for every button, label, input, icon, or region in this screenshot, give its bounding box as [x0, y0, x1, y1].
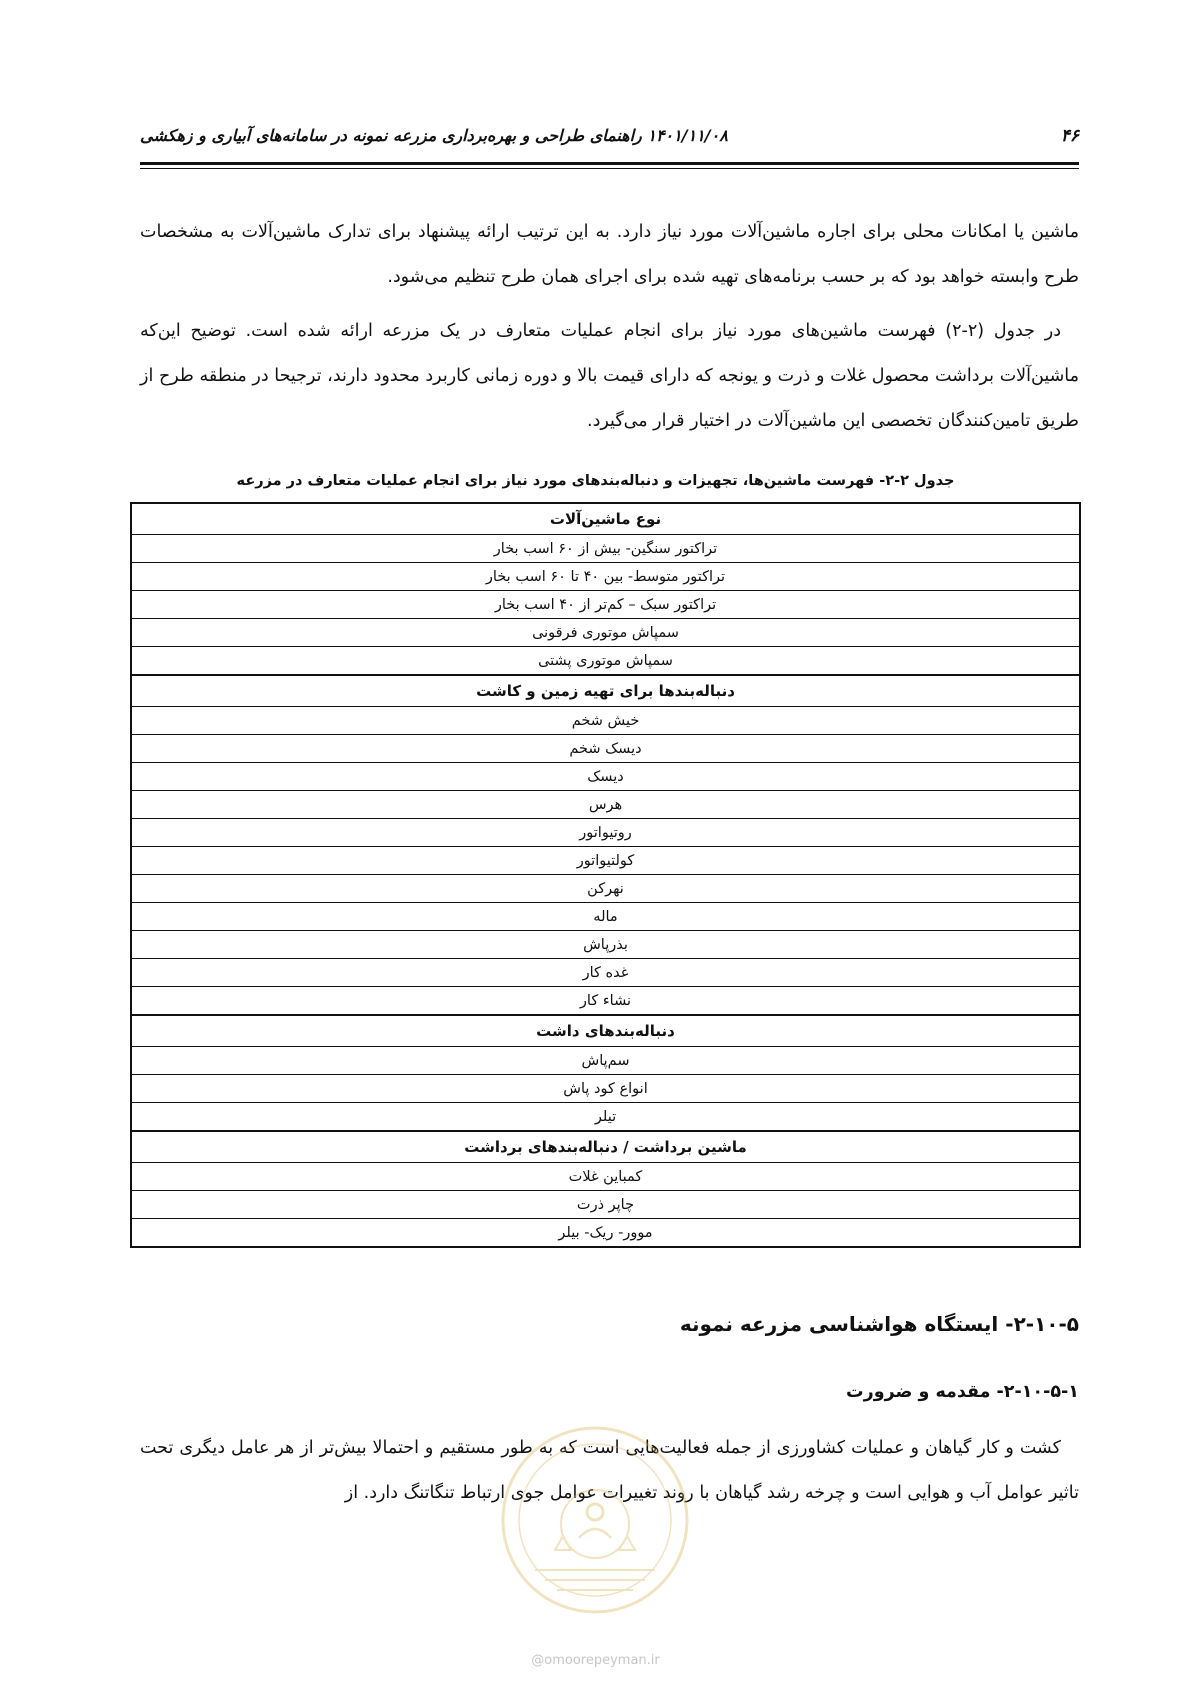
table-cell: بذرپاش [131, 931, 1080, 959]
table-cell: ماله [131, 903, 1080, 931]
paragraph-3: کشت و کار گیاهان و عملیات کشاورزی از جمله فعالیت‌هایی است که به طور مستقیم و احتمالا بیش‌تر از هر عامل دیگری تحت تاثیر عوامل آب و هوایی است و چرخه رشد گیاهان با روند تغییرات عوامل جوی ارتباط تنگاتنگ دارد. از [140, 1438, 1079, 1503]
table-category-heading: نوع ماشین‌آلات [131, 503, 1080, 535]
table-row [131, 563, 1080, 591]
header-rule-thin [140, 168, 1079, 169]
table-row [131, 707, 1080, 735]
table-cell: تیلر [131, 1103, 1080, 1132]
table-cell: سمپاش موتوری فرقونی [131, 619, 1080, 647]
table-cell: انواع کود پاش [131, 1075, 1080, 1103]
page-number: ۴۶ [1060, 126, 1079, 146]
table-row [131, 1103, 1080, 1132]
table-category-heading: دنباله‌بندهای داشت [131, 1015, 1080, 1047]
table-category-row [131, 675, 1080, 707]
table-cell: نهرکن [131, 875, 1080, 903]
table-row [131, 735, 1080, 763]
header-title: ۱۴۰۱/۱۱/۰۸ راهنمای طراحی و بهره‌برداری مزرعه نمونه در سامانه‌های آبیاری و زهکشی [140, 126, 728, 145]
table-cell: سمپاش موتوری پشتی [131, 647, 1080, 676]
table-cell: کمباین غلات [131, 1163, 1080, 1191]
table-row [131, 591, 1080, 619]
table-cell: چاپر ذرت [131, 1191, 1080, 1219]
table-cell: تراکتور متوسط- بین ۴۰ تا ۶۰ اسب بخار [131, 563, 1080, 591]
table-row [131, 763, 1080, 791]
table-row [131, 619, 1080, 647]
table-category-row [131, 1015, 1080, 1047]
table-row [131, 847, 1080, 875]
table-category-row [131, 1131, 1080, 1163]
machinery-table [130, 502, 1081, 1248]
table-row [131, 1075, 1080, 1103]
table-cell: غده کار [131, 959, 1080, 987]
table-cell: تراکتور سبک – کم‌تر از ۴۰ اسب بخار [131, 591, 1080, 619]
table-row [131, 1047, 1080, 1075]
table-category-heading: دنباله‌بندها برای تهیه زمین و کاشت [131, 675, 1080, 707]
table-row [131, 959, 1080, 987]
table-cell: خیش شخم [131, 707, 1080, 735]
table-row [131, 875, 1080, 903]
table-cell: دیسک شخم [131, 735, 1080, 763]
table-row [131, 903, 1080, 931]
table-cell: سم‌پاش [131, 1047, 1080, 1075]
table-row [131, 1219, 1080, 1248]
table-row [131, 931, 1080, 959]
table-cell: نشاء کار [131, 987, 1080, 1016]
running-header [140, 126, 1079, 154]
table-row [131, 791, 1080, 819]
section-heading: ۲-۱۰-۵- ایستگاه هواشناسی مزرعه نمونه [679, 1312, 1079, 1336]
table-row [131, 1163, 1080, 1191]
table-category-heading: ماشین برداشت / دنباله‌بندهای برداشت [131, 1131, 1080, 1163]
seal-watermark-icon [495, 1420, 695, 1620]
table-cell: موور- ریک- بیلر [131, 1219, 1080, 1248]
table-row [131, 1191, 1080, 1219]
table-row [131, 647, 1080, 676]
table-row [131, 819, 1080, 847]
table-caption: جدول ۲-۲- فهرست ماشین‌ها، تجهیزات و دنباله‌بندهای مورد نیاز برای انجام عملیات متعارف در مزرعه [236, 473, 955, 489]
table-cell: دیسک [131, 763, 1080, 791]
paragraph-2: در جدول (۲-۲) فهرست ماشین‌های مورد نیاز برای انجام عملیات متعارف در یک مزرعه ارائه شده است. توضیح این‌که ماشین‌آلات برداشت محصول غلات و ذرت و یونجه که دارای قیمت بالا و دوره زمانی کاربرد محدود دارند، ترجیحا در منطقه طرح از طریق تامین‌کنندگان تخصصی این ماشین‌آلات در اختیار قرار می‌گیرد. [140, 321, 1079, 431]
table-row [131, 987, 1080, 1016]
table-cell: تراکتور سنگین- بیش از ۶۰ اسب بخار [131, 535, 1080, 563]
machinery-table-body [131, 503, 1080, 1247]
table-cell: هرس [131, 791, 1080, 819]
table-cell: کولتیواتور [131, 847, 1080, 875]
table-category-row [131, 503, 1080, 535]
subsection-heading: ۲-۱۰-۵-۱- مقدمه و ضرورت [846, 1382, 1079, 1402]
header-rule-thick [140, 162, 1079, 165]
table-cell: روتیواتور [131, 819, 1080, 847]
watermark-url: @omoorepeyman.ir [531, 1653, 660, 1668]
table-row [131, 535, 1080, 563]
paragraph-1: ماشین یا امکانات محلی برای اجاره ماشین‌آلات مورد نیاز دارد. به این ترتیب ارائه پیشنهاد برای تدارک ماشین‌آلات به مشخصات طرح وابسته خواهد بود که بر حسب برنامه‌های تهیه شده برای اجرای همان طرح تنظیم می‌شود. [140, 222, 1079, 287]
